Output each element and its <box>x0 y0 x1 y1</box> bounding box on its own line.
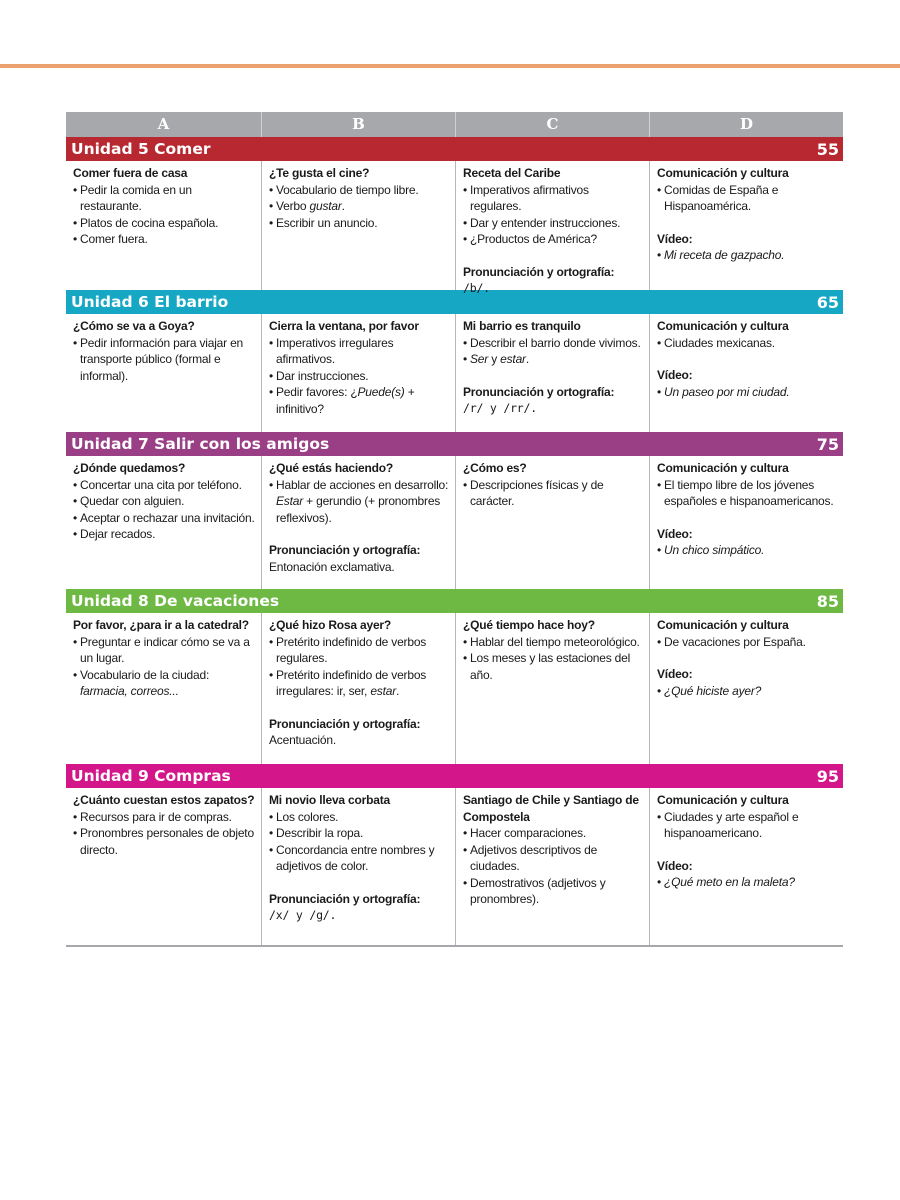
lesson-cell <box>649 314 843 432</box>
unit-band <box>66 764 843 788</box>
video-title: • ¿Qué meto en la maleta? <box>657 874 837 891</box>
contents-table <box>66 112 843 947</box>
lesson-title: Comunicación y cultura <box>657 166 789 180</box>
lesson-title: Mi novio lleva corbata <box>269 793 390 807</box>
unit-band <box>66 432 843 456</box>
spacer <box>657 842 837 858</box>
lesson-cell <box>649 613 843 764</box>
unit-content-row <box>66 613 843 764</box>
unit-title: Unidad 6 El barrio <box>71 293 229 311</box>
column-header-d: D <box>649 112 843 137</box>
video-label: Vídeo: <box>657 231 693 246</box>
unit-title: Unidad 9 Compras <box>71 767 231 785</box>
lesson-bullet-item: • Vocabulario de la ciudad: farmacia, correos... <box>73 667 255 700</box>
lesson-cell <box>261 788 455 945</box>
lesson-cell <box>261 613 455 764</box>
lesson-cell <box>649 788 843 945</box>
lesson-bullet-item: • Escribir un anuncio. <box>269 215 449 232</box>
pronunciation-label: Pronunciación y ortografía: <box>463 384 615 399</box>
lesson-bullet-item: • Dejar recados. <box>73 526 255 543</box>
unit-page-number: 65 <box>816 292 839 312</box>
video-title: • ¿Qué hiciste ayer? <box>657 683 837 700</box>
table-bottom-rule <box>66 945 843 947</box>
video-label: Vídeo: <box>657 526 693 541</box>
lesson-title: ¿Cómo es? <box>463 461 527 475</box>
pronunciation-value: Entonación exclamativa. <box>269 559 395 574</box>
lesson-title: Comunicación y cultura <box>657 319 789 333</box>
unit-content-row <box>66 456 843 589</box>
lesson-bullet-item: • Pedir la comida en un restaurante. <box>73 182 255 215</box>
units-container <box>66 137 843 945</box>
lesson-bullet-item: • Describir la ropa. <box>269 825 449 842</box>
unit-content-row <box>66 161 843 295</box>
lesson-bullet-item: • Platos de cocina española. <box>73 215 255 232</box>
lesson-title: ¿Qué hizo Rosa ayer? <box>269 618 392 632</box>
video-title: • Un paseo por mi ciudad. <box>657 384 837 401</box>
lesson-cell <box>66 161 261 290</box>
pronunciation-label: Pronunciación y ortografía: <box>269 716 421 731</box>
lesson-bullet-item: • Ciudades y arte español e hispanoamericano. <box>657 809 837 842</box>
lesson-bullet-item: • El tiempo libre de los jóvenes españoles e hispanoamericanos. <box>657 477 837 510</box>
lesson-title: ¿Qué tiempo hace hoy? <box>463 618 595 632</box>
lesson-cell <box>261 456 455 589</box>
lesson-title: Comunicación y cultura <box>657 793 789 807</box>
unit-band <box>66 589 843 613</box>
lesson-cell <box>66 788 261 945</box>
video-label: Vídeo: <box>657 858 693 873</box>
pronunciation-value: /r/ y /rr/. <box>463 401 537 415</box>
unit-title: Unidad 8 De vacaciones <box>71 592 280 610</box>
lesson-bullet-item: • Comidas de España e Hispanoamérica. <box>657 182 837 215</box>
pronunciation-label: Pronunciación y ortografía: <box>463 264 615 279</box>
spacer <box>269 875 449 891</box>
spacer <box>657 650 837 666</box>
column-header-b: B <box>261 112 455 137</box>
pronunciation-value: /x/ y /g/. <box>269 908 337 922</box>
lesson-bullet-item: • Concordancia entre nombres y adjetivos de color. <box>269 842 449 875</box>
unit-band <box>66 137 843 161</box>
lesson-bullet-item: • ¿Productos de América? <box>463 231 643 248</box>
unit-title: Unidad 5 Comer <box>71 140 211 158</box>
lesson-cell <box>455 613 649 764</box>
lesson-cell <box>649 161 843 290</box>
lesson-bullet-item: • Describir el barrio donde vivimos. <box>463 335 643 352</box>
lesson-bullet-item: • Preguntar e indicar cómo se va a un lugar. <box>73 634 255 667</box>
lesson-bullet-item: • Aceptar o rechazar una invitación. <box>73 510 255 527</box>
lesson-bullet-item: • Pretérito indefinido de verbos irregulares: ir, ser, estar. <box>269 667 449 700</box>
lesson-bullet-item: • Hablar de acciones en desarrollo: Estar + gerundio (+ pronombres reflexivos). <box>269 477 449 527</box>
lesson-title: Cierra la ventana, por favor <box>269 319 419 333</box>
spacer <box>657 510 837 526</box>
lesson-title: ¿Cuánto cuestan estos zapatos? <box>73 793 255 807</box>
lesson-bullet-item: • Vocabulario de tiempo libre. <box>269 182 449 199</box>
lesson-cell <box>261 314 455 432</box>
lesson-title: ¿Te gusta el cine? <box>269 166 370 180</box>
lesson-cell <box>66 456 261 589</box>
video-title: • Un chico simpático. <box>657 542 837 559</box>
lesson-bullet-item: • Hacer comparaciones. <box>463 825 643 842</box>
unit-content-row <box>66 314 843 432</box>
lesson-title: ¿Cómo se va a Goya? <box>73 319 195 333</box>
lesson-bullet-item: • Comer fuera. <box>73 231 255 248</box>
lesson-title: Comer fuera de casa <box>73 166 188 180</box>
spacer <box>269 526 449 542</box>
lesson-cell <box>455 788 649 945</box>
unit-content-row <box>66 788 843 945</box>
lesson-bullet-item: • Los colores. <box>269 809 449 826</box>
lesson-title: Comunicación y cultura <box>657 461 789 475</box>
lesson-bullet-item: • Demostrativos (adjetivos y pronombres). <box>463 875 643 908</box>
lesson-bullet-item: • Imperativos afirmativos regulares. <box>463 182 643 215</box>
column-header-a: A <box>157 115 170 133</box>
lesson-cell <box>66 613 261 764</box>
lesson-bullet-item: • Quedar con alguien. <box>73 493 255 510</box>
spacer <box>463 368 643 384</box>
lesson-bullet-item: • Dar y entender instrucciones. <box>463 215 643 232</box>
lesson-title: Por favor, ¿para ir a la catedral? <box>73 618 249 632</box>
video-label: Vídeo: <box>657 667 693 681</box>
unit-band <box>66 290 843 314</box>
spacer <box>657 351 837 367</box>
unit-page-number: 75 <box>816 434 839 454</box>
lesson-bullet-item: • Pretérito indefinido de verbos regulares. <box>269 634 449 667</box>
unit-page-number: 55 <box>816 139 839 159</box>
spacer <box>463 248 643 264</box>
top-orange-rule <box>0 64 900 68</box>
lesson-cell <box>455 314 649 432</box>
lesson-bullet-item: • De vacaciones por España. <box>657 634 837 651</box>
video-label: Vídeo: <box>657 368 693 382</box>
lesson-bullet-item: • Descripciones físicas y de carácter. <box>463 477 643 510</box>
lesson-cell <box>261 161 455 290</box>
lesson-bullet-item: • Concertar una cita por teléfono. <box>73 477 255 494</box>
lesson-title: Mi barrio es tranquilo <box>463 319 581 333</box>
spacer <box>269 700 449 716</box>
lesson-title: ¿Dónde quedamos? <box>73 461 186 475</box>
lesson-bullet-item: • Ser y estar. <box>463 351 643 368</box>
pronunciation-label: Pronunciación y ortografía: <box>269 543 421 557</box>
pronunciation-label: Pronunciación y ortografía: <box>269 891 421 906</box>
spacer <box>657 215 837 231</box>
lesson-bullet-item: • Los meses y las estaciones del año. <box>463 650 643 683</box>
lesson-cell <box>649 456 843 589</box>
lesson-bullet-item: • Hablar del tiempo meteorológico. <box>463 634 643 651</box>
pronunciation-value: Acentuación. <box>269 733 336 747</box>
lesson-bullet-item: • Pronombres personales de objeto directo. <box>73 825 255 858</box>
lesson-bullet-item: • Recursos para ir de compras. <box>73 809 255 826</box>
lesson-bullet-item: • Verbo gustar. <box>269 198 449 215</box>
unit-title: Unidad 7 Salir con los amigos <box>71 435 330 453</box>
lesson-bullet-item: • Adjetivos descriptivos de ciudades. <box>463 842 643 875</box>
lesson-title: ¿Qué estás haciendo? <box>269 461 394 475</box>
video-title: • Mi receta de gazpacho. <box>657 247 837 264</box>
lesson-title: Receta del Caribe <box>463 166 561 180</box>
lesson-title: Santiago de Chile y Santiago de Compostela <box>463 793 639 824</box>
lesson-cell <box>66 314 261 432</box>
lesson-bullet-item: • Ciudades mexicanas. <box>657 335 837 352</box>
lesson-cell <box>455 456 649 589</box>
column-header-c: C <box>455 112 649 137</box>
unit-page-number: 95 <box>816 766 839 786</box>
lesson-cell <box>455 161 649 295</box>
pronunciation-value: /b/. <box>463 281 490 295</box>
lesson-bullet-item: • Imperativos irregulares afirmativos. <box>269 335 449 368</box>
lesson-bullet-item: • Pedir información para viajar en transporte público (formal e informal). <box>73 335 255 385</box>
column-header-row <box>66 112 843 137</box>
unit-page-number: 85 <box>816 591 839 611</box>
lesson-title: Comunicación y cultura <box>657 618 789 632</box>
lesson-bullet-item: • Pedir favores: ¿Puede(s) + infinitivo? <box>269 384 449 417</box>
lesson-bullet-item: • Dar instrucciones. <box>269 368 449 385</box>
